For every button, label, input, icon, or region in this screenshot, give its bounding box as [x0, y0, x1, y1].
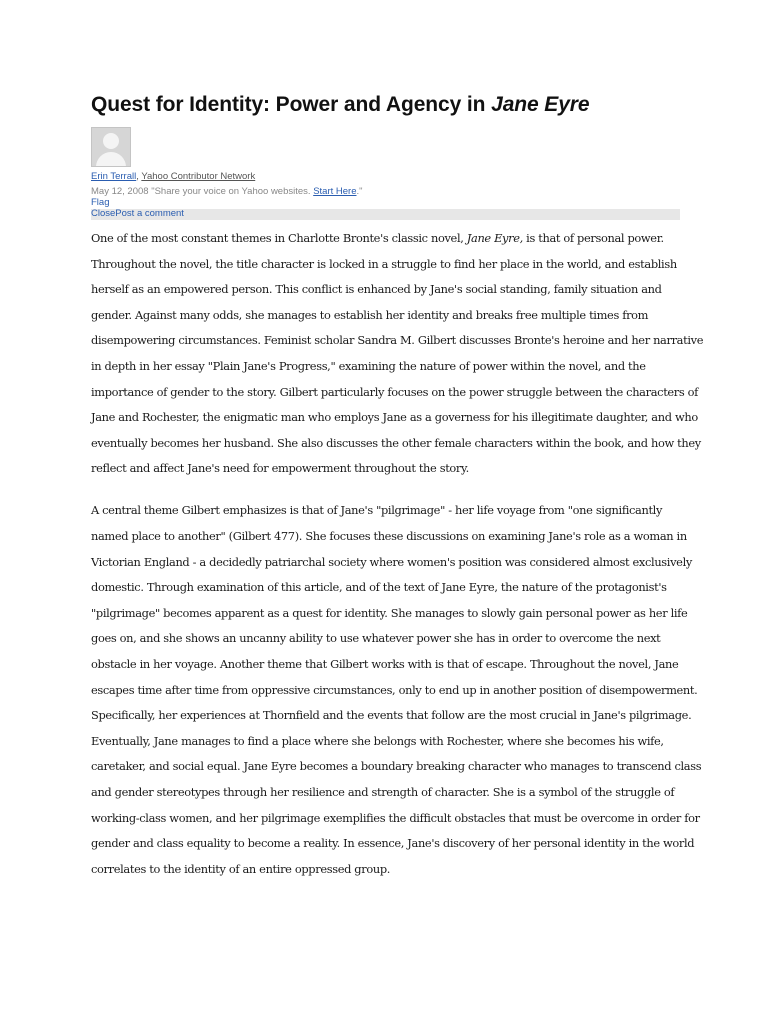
publish-date — [91, 186, 363, 198]
close-link[interactable]: Close — [91, 208, 116, 219]
body-line — [91, 550, 691, 576]
body-text-segment: caretaker, and social equal. Jane Eyre becomes a boundary breaking character who manages to transcend class — [91, 759, 702, 774]
body-text-segment: disempowering circumstances. Feminist scholar Sandra M. Gilbert discusses Bronte's heroine and her narrative — [91, 333, 704, 348]
body-line — [91, 252, 691, 278]
body-line — [91, 524, 691, 550]
body-text-segment: importance of gender to the story. Gilbert particularly focuses on the power struggle between the characters of — [91, 384, 699, 399]
body-line — [91, 806, 700, 832]
body-line — [91, 780, 691, 806]
body-text-segment: Specifically, her experiences at Thornfield and the events that follow are the most crucial in Jane's pilgrimage. — [91, 708, 692, 723]
body-line — [91, 498, 691, 524]
body-text-segment: working-class women, and her pilgrimage exemplifies the difficult obstacles that must be overcome in order for — [91, 810, 700, 825]
body-text-segment: "pilgrimage" becomes apparent as a quest for identity. She manages to slowly gain personal power as her life — [91, 605, 688, 620]
body-text-segment: Jane and Rochester, the enigmatic man who employs Jane as a governess for his illegitimate daughter, and who — [91, 410, 698, 425]
title-main: Quest for Identity: Power and Agency in — [91, 93, 492, 116]
body-text-segment: escapes time after time from oppressive circumstances, only to end up in another position of disempowerment. — [91, 682, 698, 697]
body-text-segment: is that of personal power. — [522, 231, 664, 245]
body-line — [91, 226, 691, 252]
body-text-segment: gender and class equality to become a reality. In essence, Jane's discovery of her personal identity in the world — [91, 836, 695, 851]
body-text-segment: and gender stereotypes through her resilience and strength of character. She is a symbol of the struggle of — [91, 784, 675, 799]
body-line — [91, 431, 701, 457]
title-book: Jane Eyre — [491, 93, 590, 116]
article-body — [91, 226, 704, 882]
byline-separator: , — [136, 171, 142, 182]
body-line — [91, 601, 691, 627]
body-line — [91, 405, 698, 431]
body-line — [91, 831, 695, 857]
body-line — [91, 729, 691, 755]
body-text-segment: Victorian England - a decidedly patriarchal society where women's position was considered almost exclusively — [91, 554, 692, 569]
body-text-segment: named place to another" (Gilbert 477). She focuses these discussions on examining Jane's role as a woman in — [91, 529, 687, 544]
body-line — [91, 678, 698, 704]
book-title-italic: Jane Eyre, — [466, 231, 523, 245]
body-text-segment: correlates to the identity of an entire oppressed group. — [91, 861, 391, 876]
body-line — [91, 575, 691, 601]
body-text-segment: in depth in her essay "Plain Jane's Progress," examining the nature of power within the novel, and the — [91, 358, 646, 373]
body-text-segment: A central theme Gilbert emphasizes is that of Jane's "pilgrimage" - her life voyage from "one significantly — [91, 503, 663, 518]
body-text-segment: Eventually, Jane manages to find a place where she belongs with Rochester, where she becomes his wife, — [91, 733, 664, 748]
body-text-segment: domestic. Through examination of this article, and of the text of Jane Eyre, the nature of the protagonist's — [91, 580, 667, 595]
body-line — [91, 652, 691, 678]
body-text-segment: One of the most constant themes in Charlotte Bronte's classic novel, — [91, 231, 467, 245]
network-link[interactable]: Yahoo Contributor Network — [141, 171, 256, 182]
start-here-link[interactable]: Start Here — [313, 186, 357, 197]
post-comment-link[interactable]: Post a comment — [115, 208, 184, 219]
body-text-segment: herself as an empowered person. This conflict is enhanced by Jane's social standing, family situation and — [91, 282, 662, 297]
avatar-head-shape — [103, 133, 119, 149]
date-text: May 12, 2008 "Share your voice on Yahoo websites. — [91, 186, 314, 197]
body-line — [91, 380, 699, 406]
body-line — [91, 703, 691, 729]
body-line — [91, 754, 702, 780]
body-text-segment: obstacle in her voyage. Another theme that Gilbert works with is that of escape. Throughout the novel, Jane — [91, 657, 679, 671]
body-text-segment: goes on, and she shows an uncanny ability to use whatever power she has in order to overcome the next — [91, 631, 661, 646]
comment-bar — [91, 209, 680, 220]
body-text-segment: eventually becomes her husband. She also discusses the other female characters within the book, and how they — [91, 435, 701, 450]
body-text-segment: reflect and affect Jane's need for empowerment throughout the story. — [91, 461, 469, 476]
paragraph-gap — [91, 482, 691, 499]
author-link[interactable]: Erin Terrall — [91, 171, 137, 182]
body-line — [91, 277, 691, 303]
body-line — [91, 857, 691, 883]
body-line — [91, 303, 691, 329]
author-avatar[interactable] — [91, 127, 131, 167]
body-text-segment: gender. Against many odds, she manages to establish her identity and breaks free multiple times from — [91, 307, 649, 322]
body-line — [91, 354, 691, 380]
body-line — [91, 456, 691, 482]
flag-link[interactable]: Flag — [91, 197, 110, 208]
avatar-body-shape — [96, 152, 126, 167]
byline — [91, 171, 255, 183]
body-text-segment: Throughout the novel, the title character is locked in a struggle to find her place in the world, and establish — [91, 256, 677, 271]
date-text-end: ." — [356, 186, 363, 197]
comment-actions — [91, 208, 184, 220]
body-line — [91, 626, 691, 652]
body-line — [91, 328, 704, 354]
article-title — [91, 93, 589, 117]
